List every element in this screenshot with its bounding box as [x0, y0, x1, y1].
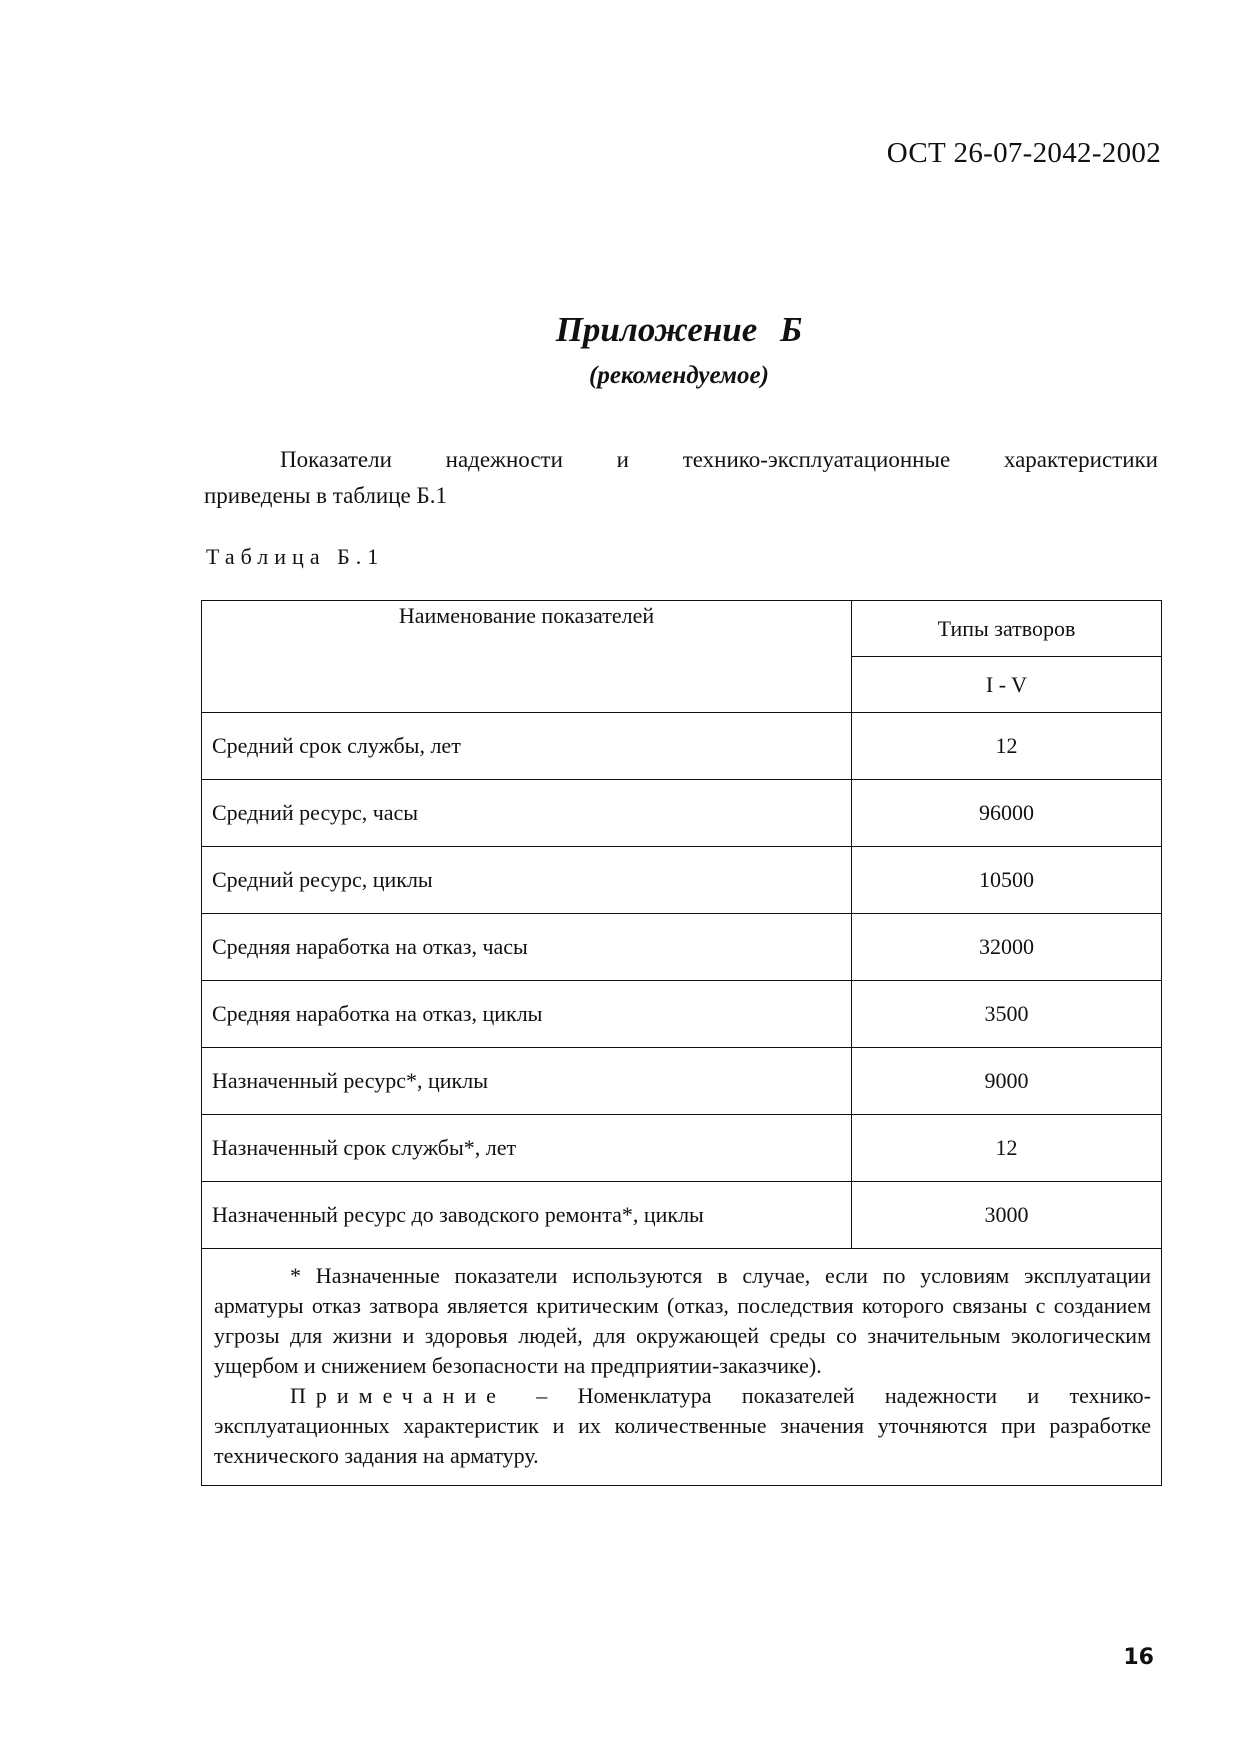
table-row	[202, 914, 1162, 981]
note-text: – Номенклатура показателей надежности и технико-эксплуатационных характеристик и их количественные значения уточняются при разработке технического задания на арматуру.	[214, 1383, 1151, 1468]
note-paragraph	[214, 1381, 1151, 1471]
header-types-cell: Типы затворов	[852, 601, 1162, 657]
row-value-cell: 3000	[852, 1182, 1162, 1249]
table-row	[202, 981, 1162, 1048]
table-notes-cell	[202, 1249, 1162, 1486]
table-row	[202, 1182, 1162, 1249]
table-row	[202, 1048, 1162, 1115]
table-row	[202, 713, 1162, 780]
row-name-cell: Средний ресурс, часы	[202, 780, 852, 847]
intro-line2: приведены в таблице Б.1	[204, 483, 447, 508]
row-name-cell: Средняя наработка на отказ, циклы	[202, 981, 852, 1048]
appendix-title: Приложение Б	[555, 310, 803, 349]
table-row	[202, 847, 1162, 914]
row-name-cell: Средняя наработка на отказ, часы	[202, 914, 852, 981]
row-value-cell: 12	[852, 1115, 1162, 1182]
intro-line1: Показатели надежности и технико-эксплуатационные характеристики	[280, 447, 1158, 472]
row-value-cell: 10500	[852, 847, 1162, 914]
row-value-cell: 12	[852, 713, 1162, 780]
page-number: 16	[1123, 1645, 1154, 1670]
appendix-subtitle: (рекомендуемое)	[589, 362, 769, 389]
row-value-cell: 32000	[852, 914, 1162, 981]
table-row	[202, 780, 1162, 847]
header-range-cell: I - V	[852, 657, 1162, 713]
row-value-cell: 9000	[852, 1048, 1162, 1115]
row-name-cell: Назначенный ресурс до заводского ремонта*, циклы	[202, 1182, 852, 1249]
row-name-cell: Назначенный срок службы*, лет	[202, 1115, 852, 1182]
header-name-cell: Наименование показателей	[202, 601, 852, 713]
row-name-cell: Средний срок службы, лет	[202, 713, 852, 780]
row-name-cell: Средний ресурс, циклы	[202, 847, 852, 914]
row-name-cell: Назначенный ресурс*, циклы	[202, 1048, 852, 1115]
note-label: Примечание	[290, 1383, 506, 1408]
reliability-table	[201, 600, 1162, 1486]
row-value-cell: 96000	[852, 780, 1162, 847]
row-value-cell: 3500	[852, 981, 1162, 1048]
table-caption: Таблица Б.1	[206, 544, 385, 569]
table-row	[202, 1115, 1162, 1182]
footnote-text: * Назначенные показатели используются в случае, если по условиям эксплуатации арматуры отказ затвора является критическим (отказ, последствия которого связаны с созданием угрозы для жизни и здоровья людей, для окружающей среды со значительным экологическим ущербом и снижением безопасности на предприятии-заказчике).	[214, 1263, 1151, 1378]
document-code: ОСТ 26-07-2042-2002	[886, 137, 1161, 169]
intro-paragraph-line1	[204, 442, 1158, 478]
